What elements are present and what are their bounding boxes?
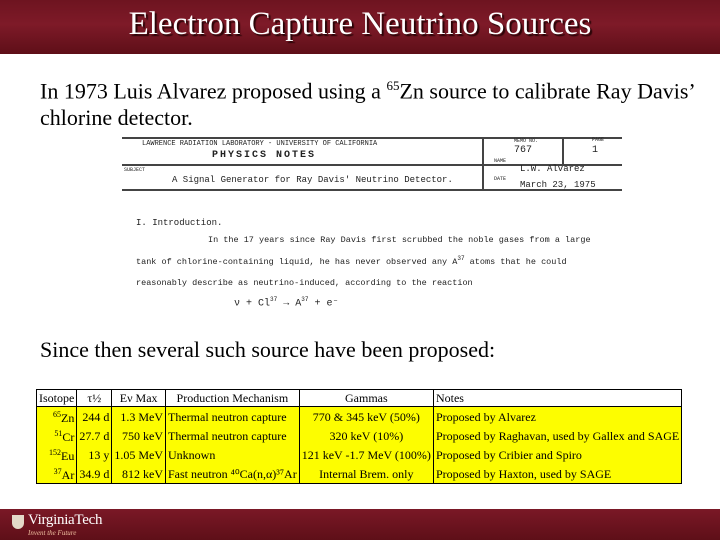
- cell-gammas: 121 keV -1.7 MeV (100%): [299, 445, 433, 464]
- cell-notes: Proposed by Raghavan, used by Gallex and SAGE: [433, 426, 681, 445]
- isotope-element: Ar: [61, 468, 75, 482]
- cell-energy-max: 750 keV: [112, 426, 166, 445]
- cell-isotope: [37, 407, 77, 427]
- memo-reaction-sup-1: 37: [270, 296, 278, 303]
- memo-number: 767: [514, 145, 533, 156]
- memo-page-label: PAGE: [592, 137, 605, 143]
- memo-lab-name: LAWRENCE RADIATION LABORATORY - UNIVERSITY OF CALIFORNIA: [142, 140, 378, 148]
- isotope-mass: 65: [52, 410, 61, 419]
- cell-production: Thermal neutron capture: [166, 407, 300, 427]
- memo-subject: A Signal Generator for Ray Davis' Neutrino Detector.: [172, 175, 453, 185]
- cell-gammas: Internal Brem. only: [299, 464, 433, 484]
- intro-text-end: Zn source to calibrate Ray Davis’ chlorine detector.: [40, 78, 695, 131]
- intro-mass-number: 65: [386, 78, 400, 93]
- memo-line-2: [136, 255, 567, 267]
- cell-isotope: [37, 445, 77, 464]
- table-row: [37, 445, 682, 464]
- logo-tagline: Invent the Future: [28, 529, 77, 537]
- memo-rule-vertical-page: [562, 137, 564, 164]
- memo-rule-vertical: [482, 137, 484, 189]
- cell-energy-max: 812 keV: [112, 464, 166, 484]
- memo-scan-image: [122, 134, 622, 320]
- cell-half-life: 244 d: [77, 407, 112, 427]
- header-half-life: τ½: [77, 390, 112, 407]
- cell-energy-max: 1.05 MeV: [112, 445, 166, 464]
- memo-reaction-start: ν + Cl: [234, 298, 271, 310]
- isotope-mass: 37: [53, 467, 62, 476]
- since-text: Since then several such source have been proposed:: [40, 337, 496, 362]
- memo-section: I. Introduction.: [136, 218, 223, 228]
- memo-rule-top: [122, 137, 622, 139]
- cell-notes: Proposed by Alvarez: [433, 407, 681, 427]
- isotope-element: Zn: [60, 411, 75, 425]
- memo-name-label: NAME: [494, 158, 507, 164]
- table-header-row: [37, 390, 682, 407]
- cell-production: Fast neutron ⁴⁰Ca(n,α)³⁷Ar: [166, 464, 300, 484]
- cell-isotope: [37, 426, 77, 445]
- isotope-mass: 152: [48, 448, 61, 457]
- memo-date: March 23, 1975: [520, 180, 596, 190]
- logo-name: VirginiaTech: [28, 512, 103, 528]
- cell-notes: Proposed by Cribier and Spiro: [433, 445, 681, 464]
- memo-series: PHYSICS NOTES: [212, 150, 317, 161]
- memo-reaction: [234, 296, 338, 309]
- memo-reaction-end: + e⁻: [308, 298, 339, 310]
- cell-production: Thermal neutron capture: [166, 426, 300, 445]
- memo-line-3: reasonably describe as neutrino-induced, according to the reaction: [136, 278, 473, 288]
- footer-banner: [0, 509, 720, 540]
- header-energy-max: Eν Max: [112, 390, 166, 407]
- memo-reaction-sup-2: 37: [301, 296, 309, 303]
- memo-line-2-text: tank of chlorine-containing liquid, he has never observed any A: [136, 256, 458, 267]
- cell-notes: Proposed by Haxton, used by SAGE: [433, 464, 681, 484]
- sources-table: [36, 389, 682, 484]
- slide-title: Electron Capture Neutrino Sources: [128, 6, 592, 42]
- table-row: [37, 407, 682, 427]
- table-row: [37, 464, 682, 484]
- table-row: [37, 426, 682, 445]
- cell-isotope: [37, 464, 77, 484]
- intro-paragraph: [40, 72, 710, 131]
- cell-half-life: 13 y: [77, 445, 112, 464]
- isotope-element: Eu: [60, 449, 75, 463]
- cell-energy-max: 1.3 MeV: [112, 407, 166, 427]
- header-isotope: Isotope: [37, 390, 77, 407]
- shield-icon: [12, 515, 24, 529]
- memo-reaction-mid: → A: [277, 298, 302, 310]
- memo-author: L.W. Alvarez: [520, 164, 585, 174]
- memo-date-label: DATE: [494, 176, 507, 182]
- memo-subject-label: SUBJECT: [124, 167, 146, 173]
- header-production: Production Mechanism: [166, 390, 300, 407]
- cell-gammas: 770 & 345 keV (50%): [299, 407, 433, 427]
- memo-page: 1: [592, 145, 599, 156]
- memo-no-label: MEMO NO.: [514, 138, 539, 144]
- cell-half-life: 34.9 d: [77, 464, 112, 484]
- cell-half-life: 27.7 d: [77, 426, 112, 445]
- intro-text-start: In 1973 Luis Alvarez proposed using a: [40, 78, 387, 104]
- cell-production: Unknown: [166, 445, 300, 464]
- memo-line-2-end: atoms that he could: [464, 256, 567, 267]
- header-notes: Notes: [433, 390, 681, 407]
- memo-line-2-sup: 37: [457, 255, 465, 262]
- isotope-element: Cr: [62, 430, 75, 444]
- cell-gammas: 320 keV (10%): [299, 426, 433, 445]
- memo-line-1: In the 17 years since Ray Davis first scrubbed the noble gases from a large: [208, 235, 591, 245]
- header-gammas: Gammas: [299, 390, 433, 407]
- isotope-mass: 51: [54, 429, 63, 438]
